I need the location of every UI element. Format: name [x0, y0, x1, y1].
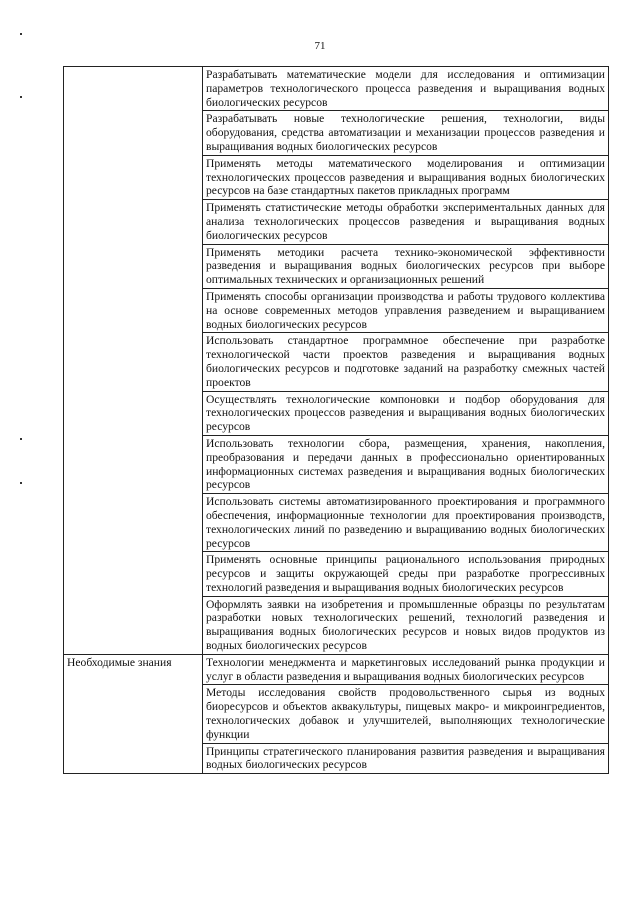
table-cell: Использовать системы автоматизированного проектирования и программного обеспечения, информационные технологии для проектирования производств, технологических линий по разведению и выращиванию водных биологических ресурсов: [203, 494, 609, 552]
table-cell: Применять статистические методы обработки экспериментальных данных для анализа технологических процессов разведения и выращивания водных биологических ресурсов: [203, 200, 609, 244]
scan-mark: [20, 33, 22, 35]
table-cell: Применять методики расчета технико-экономической эффективности разведения и выращивания водных биологических ресурсов при выборе оптимальных технических и организационных решений: [203, 244, 609, 288]
section-label: [64, 67, 203, 655]
table-cell: Методы исследования свойств продовольственного сырья из водных биоресурсов и объектов аквакультуры, пищевых макро- и микроингредиентов, технологических добавок и улучшителей, выполняющих технологические функции: [203, 685, 609, 743]
table-cell: Разрабатывать новые технологические решения, технологии, виды оборудования, средства автоматизации и механизации процессов разведения и выращивания водных биологических ресурсов: [203, 111, 609, 155]
page-number: 71: [314, 40, 326, 52]
table-cell: Использовать технологии сбора, размещения, хранения, накопления, преобразования и передачи данных в профессионально ориентированных информационных системах разведения и выращивания водных биологических ресурсов: [203, 435, 609, 493]
scan-mark: [20, 482, 22, 484]
table-row: [64, 67, 609, 111]
table-cell: Применять способы организации производства и работы трудового коллектива на основе современных методов управления разведением и выращиванием водных биологических ресурсов: [203, 288, 609, 332]
table-cell: Оформлять заявки на изобретения и промышленные образцы по результатам разработки новых технологических решений, технологий разведения и выращивания водных биологических ресурсов и новых видов продуктов из водных биологических ресурсов: [203, 596, 609, 654]
section-label: Необходимые знания: [64, 654, 203, 773]
table-cell: Осуществлять технологические компоновки и подбор оборудования для технологических процессов разведения и выращивания водных биологических ресурсов: [203, 391, 609, 435]
table-cell: Технологии менеджмента и маркетинговых исследований рынка продукции и услуг в области разведения и выращивания водных биологических ресурсов: [203, 654, 609, 685]
scan-mark: [20, 96, 22, 98]
table-cell: Применять основные принципы рационального использования природных ресурсов и защиты окружающей среды при разработке прогрессивных технологий разведения и выращивания водных биологических ресурсов: [203, 552, 609, 596]
scan-mark: [20, 438, 22, 440]
requirements-table: [63, 66, 609, 774]
table-cell: Применять методы математического моделирования и оптимизации технологических процессов разведения и выращивания водных биологических ресурсов на базе стандартных пакетов прикладных программ: [203, 155, 609, 199]
table-cell: Принципы стратегического планирования развития разведения и выращивания водных биологических ресурсов: [203, 743, 609, 774]
table-cell: Разрабатывать математические модели для исследования и оптимизации параметров технологического процесса разведения и выращивания водных биологических ресурсов: [203, 67, 609, 111]
table-row: [64, 654, 609, 685]
table-cell: Использовать стандартное программное обеспечение при разработке технологической части проектов разведения и выращивания водных биологических ресурсов и подготовке заданий на разработку смежных частей проектов: [203, 333, 609, 391]
